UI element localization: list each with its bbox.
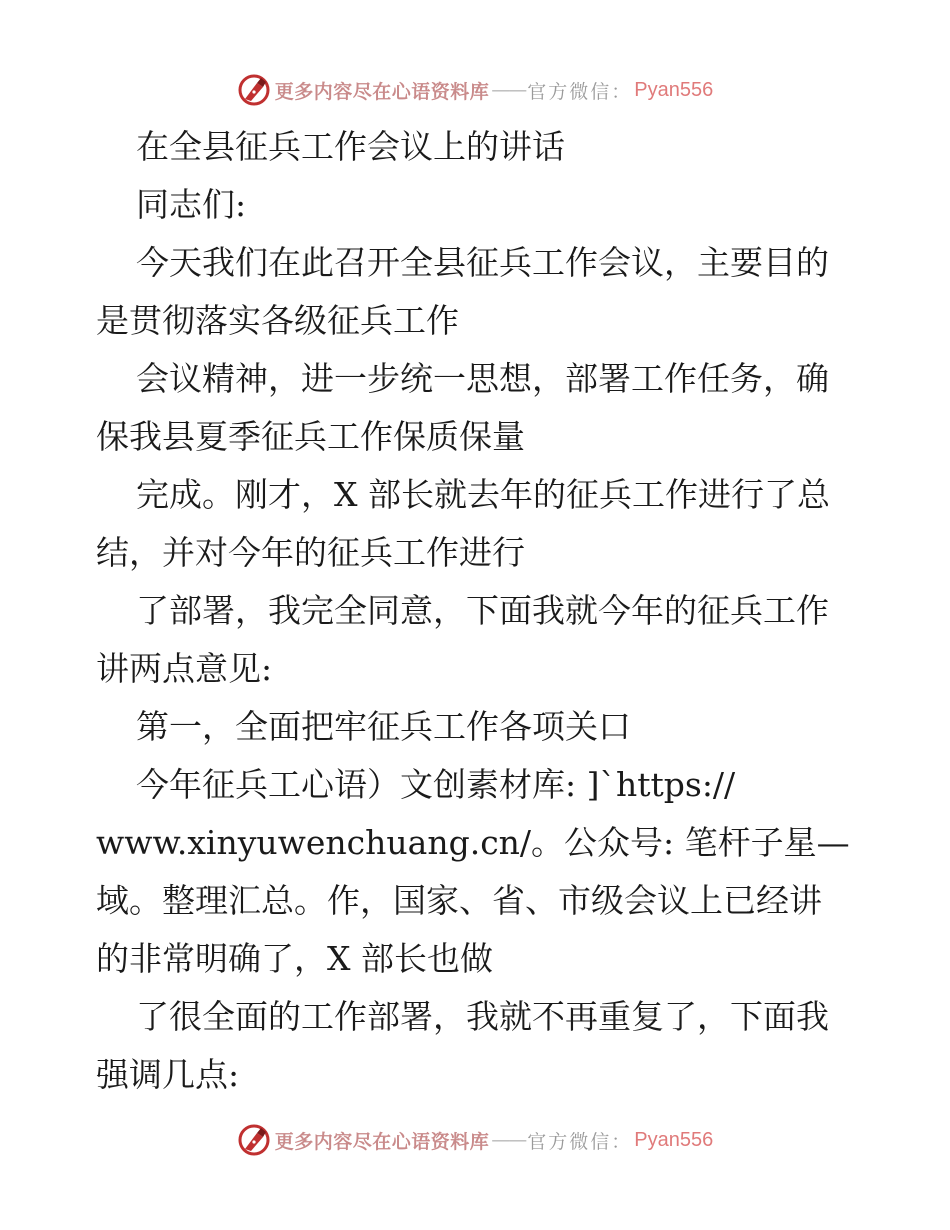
- document-title: 在全县征兵工作会议上的讲话: [136, 127, 565, 166]
- footer-banner: [0, 1120, 950, 1160]
- paragraph-line: 的非常明确了，X 部长也做: [96, 939, 493, 978]
- pen-nib-icon: [237, 73, 271, 107]
- salutation: 同志们:: [136, 185, 247, 224]
- paragraph-line: 了部署，我完全同意，下面我就今年的征兵工作: [136, 591, 829, 630]
- banner-site-text: 更多内容尽在心语资料库: [274, 1130, 490, 1153]
- paragraph-line: 强调几点:: [96, 1055, 240, 1094]
- paragraph-line: 结，并对今年的征兵工作进行: [96, 533, 525, 572]
- paragraph-line: 今天我们在此召开全县征兵工作会议，主要目的: [136, 243, 829, 282]
- paragraph-line: 讲两点意见:: [96, 649, 273, 688]
- paragraph-line: 域。整理汇总。作，国家、省、市级会议上已经讲: [96, 881, 822, 920]
- section-heading: 第一，全面把牢征兵工作各项关口: [136, 707, 631, 746]
- paragraph-line: 保我县夏季征兵工作保质保量: [96, 417, 525, 456]
- paragraph-line: www.xinyuwenchuang.cn/。公众号: 笔杆子星—: [96, 823, 850, 862]
- banner-dash: ——: [491, 79, 526, 101]
- banner-official-label: 官方微信：: [527, 1130, 633, 1153]
- document-body: [96, 118, 856, 1104]
- pen-nib-icon: [237, 1123, 271, 1157]
- banner-wechat-id: Pyan556: [634, 78, 714, 101]
- banner-site-text: 更多内容尽在心语资料库: [274, 80, 490, 103]
- header-banner: [0, 70, 950, 110]
- banner-wechat-id: Pyan556: [634, 1128, 714, 1151]
- banner-official-label: 官方微信：: [527, 80, 633, 103]
- paragraph-line: 了很全面的工作部署，我就不再重复了，下面我: [136, 997, 829, 1036]
- paragraph-line: 会议精神，进一步统一思想，部署工作任务，确: [136, 359, 829, 398]
- paragraph-line: 今年征兵工心语）文创素材库: ]`https://: [136, 765, 736, 804]
- paragraph-line: 完成。刚才，X 部长就去年的征兵工作进行了总: [136, 475, 830, 514]
- banner-dash: ——: [491, 1129, 526, 1151]
- paragraph-line: 是贯彻落实各级征兵工作: [96, 301, 459, 340]
